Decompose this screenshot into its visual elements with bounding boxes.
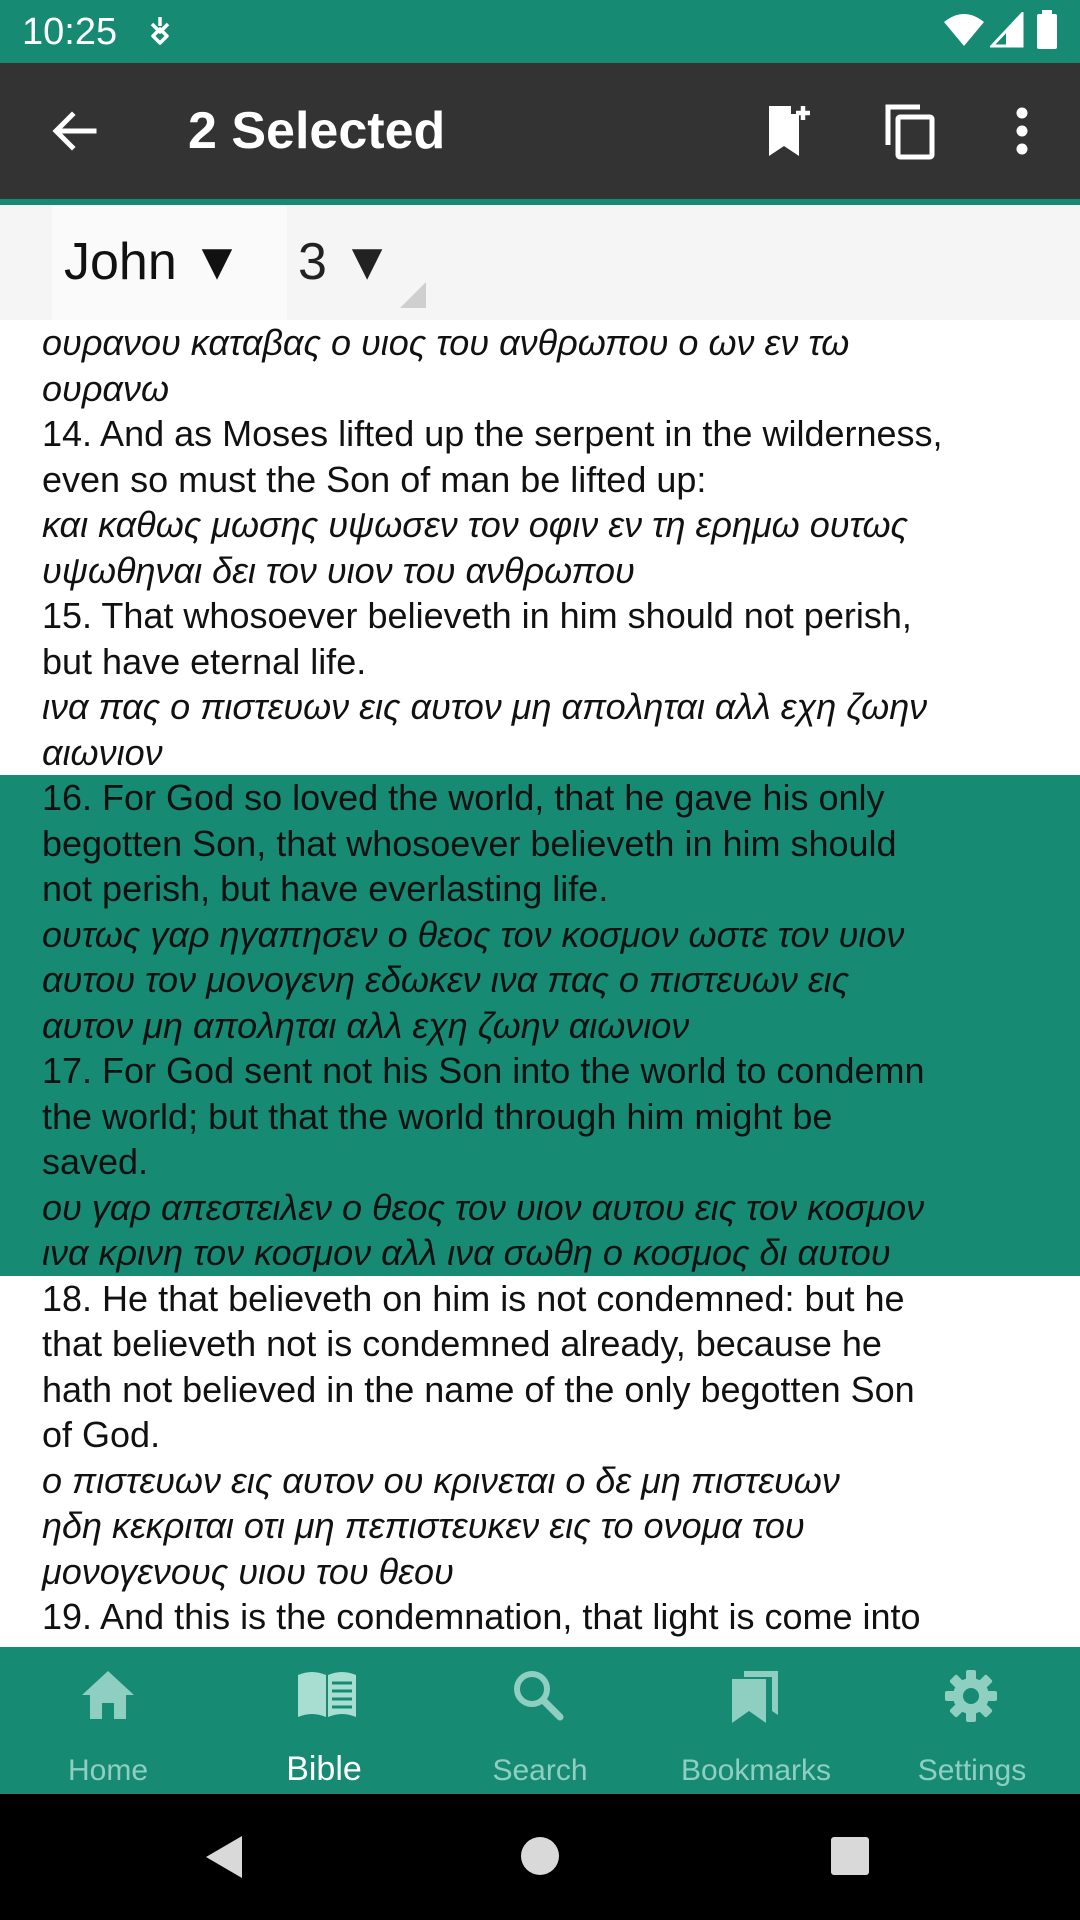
english-text-line: but have eternal life.	[42, 640, 367, 682]
nav-bible[interactable]	[216, 1647, 432, 1794]
bible-icon	[296, 1669, 358, 1719]
back-arrow-icon	[50, 107, 98, 155]
book-dropdown[interactable]: John ▼	[52, 205, 287, 320]
greek-text-line: ουρανω	[42, 367, 170, 409]
nav-settings-label: Settings	[917, 1754, 1027, 1787]
overflow-menu-button[interactable]	[990, 63, 1054, 199]
notification-icon	[146, 14, 174, 50]
status-bar	[0, 0, 1080, 63]
battery-icon	[1036, 10, 1058, 50]
chapter-dropdown[interactable]	[288, 205, 428, 320]
copy-icon	[882, 101, 938, 161]
nav-settings[interactable]	[864, 1647, 1080, 1794]
nav-home-label: Home	[67, 1754, 149, 1787]
english-text-line: 14. And as Moses lifted up the serpent in the wilderness,	[42, 413, 943, 454]
greek-text-line: ουτως γαρ ηγαπησεν ο θεος τον κοσμον ωστε τον υιον	[42, 913, 905, 955]
action-bar	[0, 63, 1080, 205]
back-button[interactable]	[32, 63, 116, 199]
bottom-navigation	[0, 1647, 1080, 1794]
english-text-line: that believeth not is condemned already, because he	[42, 1323, 882, 1364]
greek-text-line: ινα κρινη τον κοσμον αλλ ινα σωθη ο κοσμος δι αυτου	[42, 1232, 891, 1273]
settings-icon	[944, 1669, 998, 1723]
copy-button[interactable]	[868, 63, 952, 199]
english-text-line: even so must the Son of man be lifted up:	[42, 458, 707, 500]
greek-text-line: ου γαρ απεστειλεν ο θεος τον υιον αυτου εις τον κοσμον	[42, 1186, 925, 1228]
system-navigation-bar	[0, 1794, 1080, 1920]
bookmarks-icon	[728, 1669, 782, 1725]
verse-block[interactable]	[0, 320, 1080, 411]
greek-text-line: αυτον μη αποληται αλλ εχη ζωην αιωνιον	[42, 1004, 690, 1046]
english-text-line: not perish, but have everlasting life.	[42, 868, 609, 909]
english-text-line: of God.	[42, 1414, 161, 1455]
greek-text-line: αυτου τον μονογενη εδωκεν ινα πας ο πιστευων εις	[42, 959, 850, 1000]
wifi-icon	[942, 12, 986, 48]
english-text-line: 16. For God so loved the world, that he gave his only	[42, 777, 885, 818]
search-icon	[512, 1669, 564, 1721]
more-vertical-icon	[1016, 107, 1028, 155]
verse-block[interactable]	[0, 1276, 1080, 1595]
english-text-line: the world; but that the world through him might be	[42, 1095, 833, 1137]
verse-block[interactable]	[0, 1048, 1080, 1276]
english-text-line: 17. For God sent not his Son into the world to condemn	[42, 1050, 925, 1091]
greek-text-line: ο πιστευων εις αυτον ου κρινεται ο δε μη πιστευων	[42, 1459, 840, 1501]
system-home-icon[interactable]	[520, 1836, 560, 1876]
chapter-dropdown-label: 3 ▼	[298, 233, 393, 291]
verse-block[interactable]	[0, 775, 1080, 1048]
selection-count-title: 2 Selected	[188, 102, 446, 160]
greek-text-line: ινα πας ο πιστευων εις αυτον μη αποληται αλλ εχη ζωην	[42, 686, 928, 727]
english-text-line: saved.	[42, 1141, 149, 1182]
nav-search-label: Search	[492, 1754, 588, 1787]
greek-text-line: μονογενους υιου του θεου	[42, 1550, 454, 1592]
passage-selector-bar	[0, 205, 1080, 320]
verse-block[interactable]	[0, 593, 1080, 775]
dropdown-corner-icon	[400, 282, 426, 308]
nav-home[interactable]	[0, 1647, 216, 1794]
nav-search[interactable]	[432, 1647, 648, 1794]
status-time: 10:25	[22, 11, 118, 53]
bookmark-add-icon	[763, 102, 813, 160]
greek-text-line: αιωνιον	[42, 731, 163, 773]
english-text-line: 18. He that believeth on him is not condemned: but he	[42, 1277, 905, 1319]
greek-text-line: ηδη κεκριται οτι μη πεπιστευκεν εις το ονομα του	[42, 1505, 805, 1546]
english-text-line: 19. And this is the condemnation, that light is come into	[42, 1596, 921, 1637]
cell-signal-icon	[990, 12, 1024, 48]
english-text-line: begotten Son, that whosoever believeth in him should	[42, 822, 897, 864]
verse-list[interactable]	[0, 320, 1080, 1647]
english-text-line: 15. That whosoever believeth in him should not perish,	[42, 595, 912, 636]
greek-text-line: και καθως μωσης υψωσεν τον οφιν εν τη ερημω ουτως	[42, 504, 909, 545]
verse-block[interactable]	[0, 411, 1080, 593]
add-bookmark-button[interactable]	[746, 63, 830, 199]
greek-text-line: υψωθηναι δει τον υιον του ανθρωπου	[42, 549, 635, 591]
greek-text-line: ουρανου καταβας ο υιος του ανθρωπου ο ων εν τω	[42, 322, 850, 363]
home-icon	[80, 1669, 136, 1721]
system-back-icon[interactable]	[204, 1834, 244, 1880]
nav-bookmarks[interactable]	[648, 1647, 864, 1794]
nav-bible-label: Bible	[286, 1750, 362, 1788]
nav-bookmarks-label: Bookmarks	[680, 1754, 832, 1787]
verse-block[interactable]	[0, 1594, 1080, 1640]
english-text-line: hath not believed in the name of the only begotten Son	[42, 1368, 915, 1410]
system-recents-icon[interactable]	[830, 1836, 870, 1876]
